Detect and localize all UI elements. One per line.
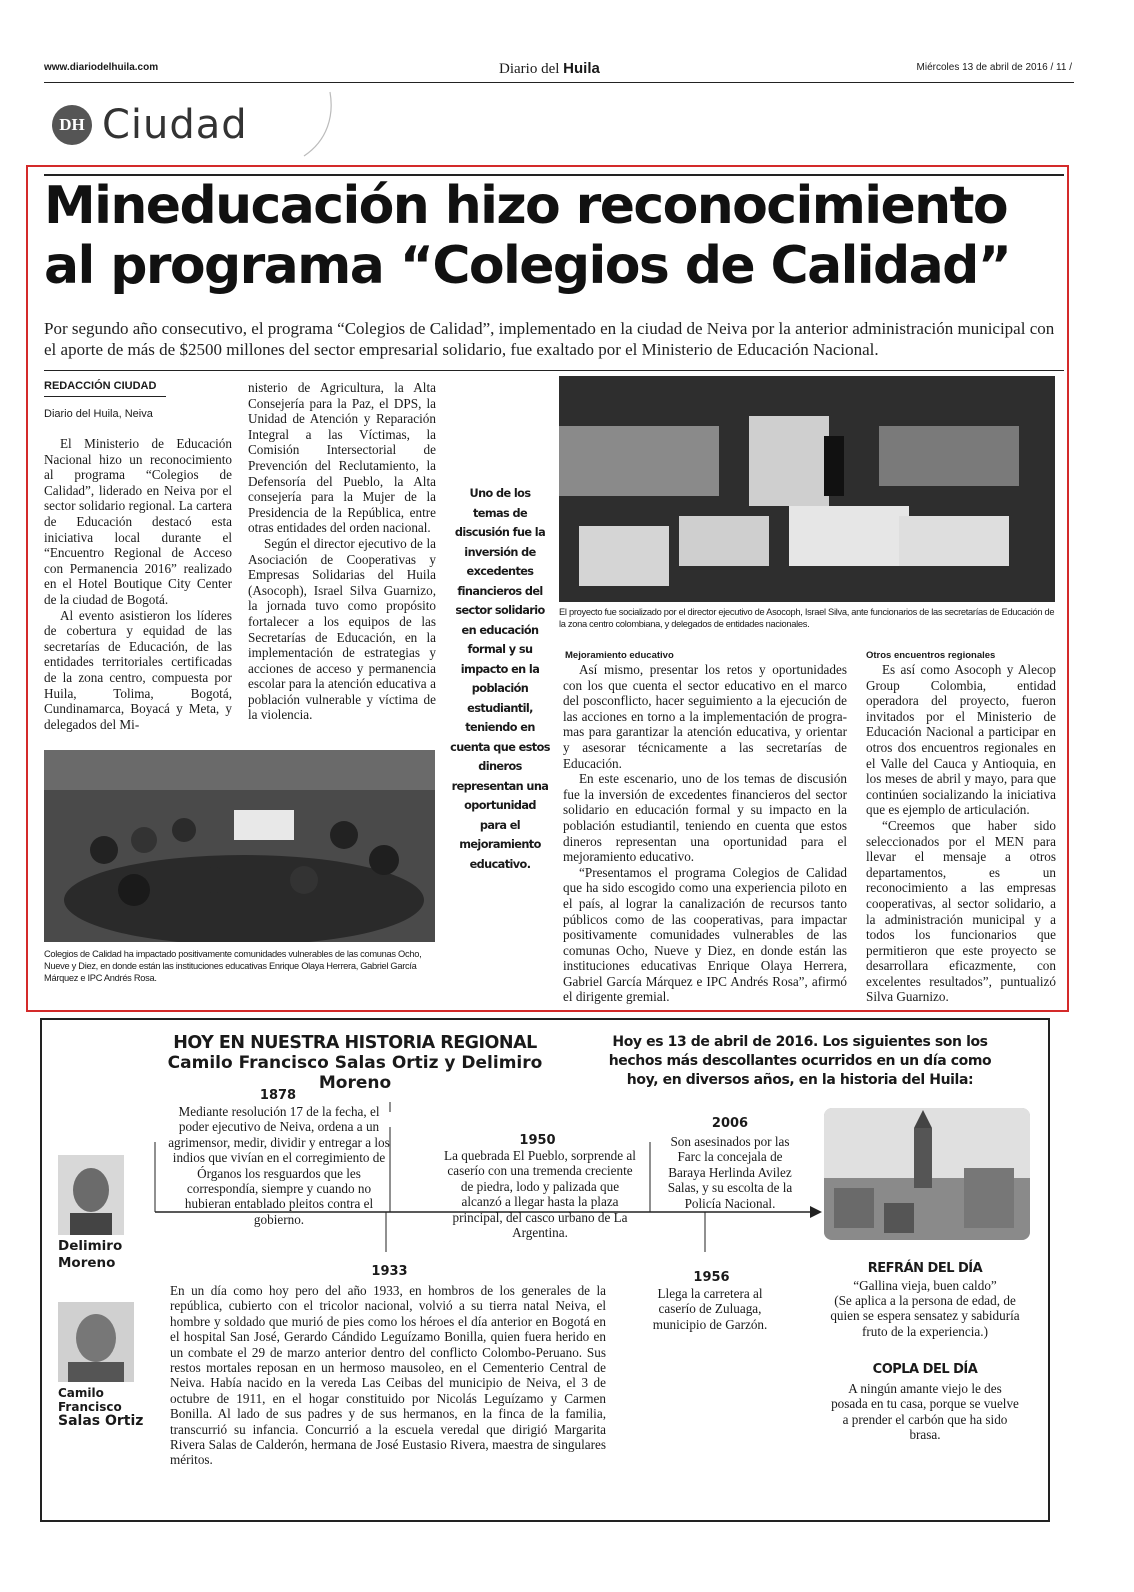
dateline: Diario del Huila, Neiva [44, 408, 153, 420]
dh-logo: DH [52, 105, 92, 145]
delimiro-moreno-portrait [58, 1155, 124, 1235]
paragraph: El Ministerio de Educación Nacional hizo un reconocimiento al programa “Colegios de Calidad”, liderado en Neiva por el sector solidario regional. La cartera de Educación destacó esta iniciativa local durante el “Encuentro Regional de Acceso con Permanencia 2016” realizado en el Hotel Boutique City Center de la ciudad de Bogotá. [44, 436, 232, 607]
headline-line-2: al programa “Colegios de Calidad” [44, 236, 1011, 296]
subhead-mejoramiento: Mejoramiento educativo [565, 650, 674, 661]
event-text: En un día como hoy pero del año 1933, en hombros de los generales de la república, cubierto con el tricolor nacional, volvió a su tierra natal Neiva, el hombre y soldado que murió de pies como los héroes el día anterior en Bogotá en el hospital San José, Gerardo Cándido Leguízamo Bonilla, quien fuera herido en un combate el 29 de marzo anterior dentro del conflicto Colombo-Peruano. Sus restos mortales reposan en un hermoso mausoleo, en el Cementerio Central de Neiva. Había nacido en la vereda Las Ceibas del municipio de Neiva, el 3 de octubre de 1911, en el hogar constituido por Nicolás Leguízamo y Carmen Bonilla. Al lado de sus padres y de sus hermanos, en la finca de la familia, transcurrió su infancia. Concurrió a la escuela veredal que dirigió Margarita Rivera Salas de Calderón, hermana de José Eustasio Rivera, maestra de singulares méritos. [170, 1283, 606, 1468]
town-church-photo [824, 1108, 1030, 1240]
deck-rule [44, 370, 1064, 371]
paragraph: Según el director ejecutivo de la Asociación de Cooperativas y Empresas Solidarias del Huila (Asocoph), Israel Silva Guarnizo, la jornada tuvo como propósito fortalecer a los equipos de las Secretarías de Educación, en la implementación de estrategias y acciones de acceso y permanencia escolar para la atención educativa a población vulnerable y víctima de la violencia. [248, 535, 436, 723]
section-name: Ciudad [102, 102, 248, 148]
deck: Por segundo año consecutivo, el programa “Colegios de Calidad”, implementado en la ciudad de Neiva por la anterior administración municipal con el aporte de más de $2500 millones del sector empresarial solidario, fue exaltado por el Ministerio de Educación Nacional. [44, 319, 1055, 359]
author2-last-name: Salas Ortiz [58, 1413, 144, 1429]
event-text: La quebrada El Pueblo, sorprende al caserío con una tremenda creciente de piedra, lodo y palizada que alcanzó a llegar hasta la plaza principal, del casco urbano de La Argentina. [444, 1148, 636, 1241]
body-column-3 [563, 662, 847, 1005]
paragraph: “Creemos que haber sido seleccionados por el MEN para llevar el mensaje a otros departamentos, es un reconocimiento a las empresas cooperativas, al sector solidario, a la administración municipal y a todos los funcionarios que permitieron que este proyecto se desarrollara eficazmente, con excelentes resultados”, puntualizó Silva Guarnizo. [866, 817, 1056, 1005]
author2-middle-name: Francisco [58, 1400, 122, 1414]
subhead-otros-encuentros: Otros encuentros regionales [866, 650, 996, 661]
conference-photo [559, 376, 1055, 602]
history-intro: Hoy es 13 de abril de 2016. Los siguientes son los hechos más descollantes ocurridos en un día como hoy, en diversos años, en la historia del Huila: [608, 1034, 992, 1088]
decorative-swoosh [300, 90, 340, 160]
event-year: 1878 [259, 1088, 297, 1103]
history-title [130, 1033, 580, 1093]
event-text: Son asesinados por las Farc la concejala de Baraya Herlinda Avilez Salas, y su escolta de la Policía Nacional. [667, 1134, 793, 1211]
section-heading [52, 100, 248, 150]
newspaper-name-part1: Diario del [499, 61, 560, 77]
refran-quote: “Gallina vieja, buen caldo” [853, 1278, 997, 1293]
headline [44, 176, 1064, 296]
refran-explanation: (Se aplica a la persona de edad, de quien se espera sensatez y sabiduría fruto de la experiencia.) [830, 1293, 1020, 1339]
author1-first-name: Delimiro [58, 1238, 123, 1254]
site-url: www.diariodelhuila.com [44, 62, 159, 73]
paragraph: “Presentamos el programa Colegios de Calidad que ha sido escogido como una experiencia piloto en el país, al lograr la canalización de recursos tanto públicos como de las cooperativas, para impactar positivamente comunidades vulnerables de las comunas Ocho, Nueve y Diez, en donde están las instituciones educativas Enrique Olaya Herrera, Gabriel García Márquez e IPC Andrés Rosa”, afirmó el dirigente gremial. [563, 864, 847, 1005]
date-page: Miércoles 13 de abril de 2016 / 11 / [916, 62, 1072, 73]
byline: REDACCIÓN CIUDAD [44, 380, 157, 392]
conference-photo-caption: El proyecto fue socializado por el director ejecutivo de Asocoph, Israel Silva, ante funcionarios de las secretarías de Educación de la zona centro colombiana, y delegados de entidades nacionales. [559, 607, 1055, 629]
pull-quote: Uno de los temas de discusión fue la inversión de excedentes financieros del sector solidario en educación formal y su impacto en la población estudiantil, teniendo en cuenta que estos dineros representan una oportunidad para el mejoramiento educativo. [450, 487, 550, 871]
body-column-2 [248, 380, 436, 723]
event-year: 1950 [519, 1133, 556, 1148]
body-column-4 [866, 662, 1056, 1005]
newspaper-name-part2: Huila [563, 60, 600, 77]
event-year: 2006 [711, 1116, 749, 1131]
paragraph: Así mismo, presentar los retos y oportunidades con los que cuenta el sector educativo en el marco del posconflicto, hacer seguimiento a la ejecución de las acciones en torno a la implementación de progra-mas para garantizar la atención educativa, y orientar y asesorar técnicamente a las secretarías de Educación. [563, 662, 847, 771]
paragraph: Al evento asistieron los líderes de cobertura y equidad de las secretarías de Educación, de las entidades territoriales certificadas de la zona centro, compuesta por Huila, Tolima, Bogotá, Cundinamarca, Boyacá y Meta, y delegados del Mi- [44, 607, 232, 732]
event-text: Llega la carretera al caserío de Zuluaga, municipio de Garzón. [652, 1286, 768, 1332]
byline-rule [44, 396, 166, 397]
page-header [44, 60, 1074, 83]
author2-first-name: Camilo [58, 1386, 104, 1400]
refran-title: REFRÁN DEL DÍA [867, 1261, 983, 1276]
paragraph: nisterio de Agricultura, la Alta Consejería para la Paz, el DPS, la Unidad de Atención y Reparación Integral a las Víctimas, la Comisión Intersectorial de Prevención del Reclutamiento, la Defensoría del Pueblo, la Alta consejería para la Mujer de la Presidencia de la República, entre otras entidades del orden nacional. [248, 380, 436, 536]
camilo-salas-portrait [58, 1302, 134, 1382]
event-year: 1933 [371, 1264, 408, 1279]
history-title-main: HOY EN NUESTRA HISTORIA REGIONAL [173, 1033, 537, 1053]
newspaper-name [499, 60, 600, 78]
author1-name [58, 1238, 122, 1272]
history-authors: Camilo Francisco Salas Ortiz y Delimiro Moreno [167, 1053, 543, 1093]
paragraph: En este escenario, uno de los temas de discusión fue la inversión de excedentes financieros del sector solidario en educación formal y su impacto en la población estudiantil, teniendo en cuenta que estos dineros representan una oportunidad para el mejoramiento educativo. [563, 771, 847, 865]
event-text: Mediante resolución 17 de la fecha, el poder ejecutivo de Neiva, ordena a un agrimensor, medir, dividir y entregar a los indios que vivían en el corregimiento de Órganos los resguardos que les correspondía, siempre y cuando no hubieran entablado pleitos contra el gobierno. [168, 1104, 390, 1227]
copla-title: COPLA DEL DÍA [872, 1362, 978, 1377]
copla-text: A ningún amante viejo le des posada en tu casa, porque se vuelve a prender el carbón que ha sido brasa. [831, 1381, 1019, 1443]
body-column-1 [44, 436, 232, 732]
classroom-photo [44, 750, 435, 942]
headline-line-1: Mineducación hizo reconocimiento [44, 176, 1007, 236]
classroom-photo-caption: Colegios de Calidad ha impactado positivamente comunidades vulnerables de las comunas Ocho, Nueve y Diez, en donde están las instituciones educativas Enrique Olaya Herrera, Gabriel García Márquez e IPC Andrés Rosa. [44, 949, 422, 983]
author2-name [58, 1386, 143, 1428]
paragraph: Es así como Asocoph y Alecop Group Colombia, entidad operadora del proyecto, fueron invitados por el Ministerio de Educación Nacional a participar en otros dos encuentros regionales en el Valle del Cauca y Antioquia, en los meses de abril y mayo, para que continúen socializando la iniciativa que es ejemplo de articulación. [866, 662, 1056, 818]
author1-last-name: Moreno [58, 1255, 116, 1271]
event-year: 1956 [693, 1270, 730, 1285]
